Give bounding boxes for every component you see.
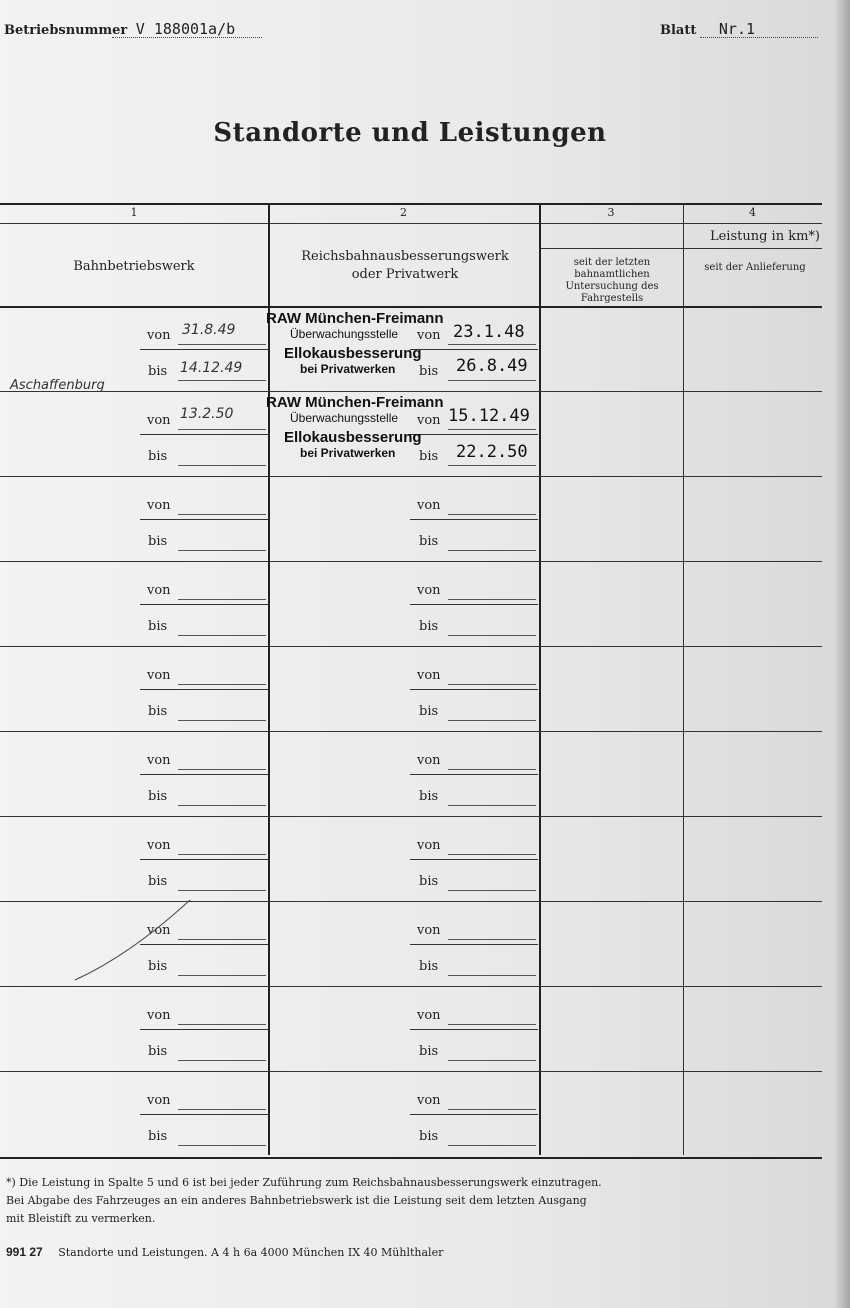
bis-label: bis	[419, 789, 439, 804]
von-bis-divider	[140, 434, 268, 435]
row1-bis-handwritten: 14.12.49	[180, 360, 243, 376]
von-label: von	[147, 328, 171, 343]
von-underline	[448, 854, 536, 855]
page-edge-shadow	[834, 0, 850, 1308]
von-bis-divider	[410, 774, 538, 775]
von-bis-divider	[410, 1114, 538, 1115]
von-label: von	[417, 838, 441, 853]
von-underline	[178, 599, 266, 600]
bis-label: bis	[148, 619, 168, 634]
von-underline	[448, 344, 536, 345]
von-bis-divider	[410, 859, 538, 860]
von-label: von	[147, 1093, 171, 1108]
von-bis-divider	[140, 859, 268, 860]
bw-name-handwritten: Aschaffenburg	[10, 378, 105, 393]
colnum-line	[0, 223, 822, 224]
col4-header: seit der Anlieferung	[704, 262, 806, 273]
betriebsnummer-value: V 188001a/b	[135, 20, 236, 38]
form-footer	[6, 1245, 443, 1259]
bis-label: bis	[419, 1129, 439, 1144]
bis-underline	[178, 465, 266, 466]
bis-underline	[448, 805, 536, 806]
col2-header: Reichsbahnausbesserungswerk oder Privatwerk	[301, 249, 509, 282]
von-label: von	[417, 1008, 441, 1023]
von-bis-divider	[410, 519, 538, 520]
von-label: von	[147, 498, 171, 513]
stamp1-ello: Ellokausbesserung	[284, 345, 422, 362]
row2-von-handwritten: 13.2.50	[180, 406, 234, 422]
colnum-4: 4	[749, 206, 756, 219]
von-underline	[178, 769, 266, 770]
von-label: von	[147, 838, 171, 853]
bis-underline	[448, 1145, 536, 1146]
stamp2-werk: RAW München-Freimann	[266, 394, 444, 411]
bis-label: bis	[148, 364, 168, 379]
von-underline	[448, 684, 536, 685]
bis-label: bis	[148, 449, 168, 464]
blatt-dotline	[700, 37, 818, 38]
stamp2-privat: bei Privatwerken	[300, 446, 396, 460]
table-top-line	[0, 203, 822, 205]
betriebsnummer-dotline	[112, 37, 262, 38]
bis-label: bis	[148, 704, 168, 719]
von-label: von	[147, 413, 171, 428]
stamp2-von-date: 15.12.49	[448, 406, 530, 426]
betriebsnummer-label: Betriebsnummer	[4, 23, 128, 38]
von-underline	[448, 939, 536, 940]
bis-label: bis	[419, 1044, 439, 1059]
bis-underline	[448, 720, 536, 721]
bis-underline	[448, 635, 536, 636]
pen-stroke	[70, 895, 200, 985]
von-label: von	[417, 1093, 441, 1108]
bis-underline	[178, 890, 266, 891]
blatt-value: Nr.1	[718, 20, 756, 38]
von-bis-divider	[410, 1029, 538, 1030]
stamp2-bis-date: 22.2.50	[456, 442, 528, 462]
stamp2-stelle: Überwachungsstelle	[290, 411, 399, 425]
bis-underline	[448, 890, 536, 891]
bis-underline	[178, 550, 266, 551]
colnum-1: 1	[130, 206, 138, 219]
bis-label: bis	[419, 704, 439, 719]
von-underline	[178, 429, 266, 430]
colnum-2: 2	[400, 206, 407, 219]
bis-underline	[448, 380, 536, 381]
bis-underline	[178, 720, 266, 721]
bis-underline	[178, 1145, 266, 1146]
von-label: von	[417, 413, 441, 428]
row-separator	[0, 986, 822, 987]
von-underline	[448, 1109, 536, 1110]
von-bis-divider	[410, 689, 538, 690]
bis-label: bis	[419, 449, 439, 464]
row-separator	[0, 561, 822, 562]
col1-header: Bahnbetriebswerk	[73, 259, 195, 274]
stamp1-von-date: 23.1.48	[453, 322, 525, 342]
row-separator	[0, 476, 822, 477]
von-bis-divider	[140, 689, 268, 690]
von-underline	[448, 769, 536, 770]
page-title: Standorte und Leistungen	[213, 118, 607, 148]
bis-underline	[448, 465, 536, 466]
row-separator	[0, 731, 822, 732]
colnum-3: 3	[607, 206, 615, 219]
bis-label: bis	[148, 789, 168, 804]
stamp1-privat: bei Privatwerken	[300, 362, 396, 376]
von-bis-divider	[140, 1029, 268, 1030]
von-underline	[178, 1109, 266, 1110]
col3-header: seit der letzten bahnamtlichen Untersuchung des Fahrgestells	[565, 257, 659, 304]
bis-label: bis	[419, 619, 439, 634]
von-underline	[178, 514, 266, 515]
row-separator	[0, 646, 822, 647]
betriebsnummer-field	[4, 20, 235, 38]
col-divider-3b	[683, 248, 684, 1155]
von-label: von	[417, 328, 441, 343]
von-bis-divider	[140, 1114, 268, 1115]
row-separator	[0, 1071, 822, 1072]
row-separator	[0, 391, 822, 392]
leistung-header: Leistung in km*)	[709, 229, 820, 244]
von-underline	[178, 684, 266, 685]
von-underline	[448, 429, 536, 430]
von-underline	[178, 344, 266, 345]
von-label: von	[417, 498, 441, 513]
bis-label: bis	[148, 1044, 168, 1059]
stamp2-ello: Ellokausbesserung	[284, 429, 422, 446]
raw-stamp-2	[266, 394, 444, 460]
von-underline	[448, 514, 536, 515]
bis-underline	[448, 550, 536, 551]
von-label: von	[417, 583, 441, 598]
von-label: von	[147, 753, 171, 768]
bis-label: bis	[419, 534, 439, 549]
bis-label: bis	[148, 959, 168, 974]
von-bis-divider	[140, 774, 268, 775]
von-label: von	[147, 1008, 171, 1023]
raw-stamp-1	[266, 310, 444, 376]
bis-underline	[178, 635, 266, 636]
von-label: von	[147, 668, 171, 683]
stamp1-bis-date: 26.8.49	[456, 356, 528, 376]
von-bis-divider	[410, 944, 538, 945]
von-label: von	[417, 668, 441, 683]
bis-label: bis	[148, 1129, 168, 1144]
von-underline	[448, 1024, 536, 1025]
leistung-line	[540, 248, 822, 249]
von-label: von	[417, 923, 441, 938]
bis-underline	[178, 1060, 266, 1061]
stamp1-werk: RAW München-Freimann	[266, 310, 444, 327]
table-bottom-line	[0, 1157, 822, 1159]
bis-underline	[178, 805, 266, 806]
von-label: von	[147, 923, 171, 938]
bis-label: bis	[419, 364, 439, 379]
row-separator	[0, 816, 822, 817]
bis-underline	[448, 975, 536, 976]
stamp1-stelle: Überwachungsstelle	[290, 327, 399, 341]
bis-label: bis	[419, 959, 439, 974]
von-bis-divider	[140, 604, 268, 605]
bis-label: bis	[419, 874, 439, 889]
von-bis-divider	[140, 519, 268, 520]
footer-text: Standorte und Leistungen. A 4 h 6a 4000 München IX 40 Mühlthaler	[58, 1246, 444, 1259]
col-divider-2	[539, 203, 541, 1155]
von-underline	[178, 854, 266, 855]
bis-underline	[448, 1060, 536, 1061]
row1-von-handwritten: 31.8.49	[182, 322, 236, 338]
von-label: von	[147, 583, 171, 598]
blatt-label: Blatt	[660, 23, 697, 38]
bis-underline	[178, 380, 266, 381]
von-label: von	[417, 753, 441, 768]
von-underline	[448, 599, 536, 600]
von-bis-divider	[140, 349, 268, 350]
von-bis-divider	[410, 604, 538, 605]
bis-label: bis	[148, 874, 168, 889]
blatt-field	[660, 20, 755, 38]
von-underline	[178, 1024, 266, 1025]
form-number: 991 27	[6, 1245, 43, 1259]
bis-label: bis	[148, 534, 168, 549]
footnote: *) Die Leistung in Spalte 5 und 6 ist bei jeder Zuführung zum Reichsbahnausbesserungswerk einzutragen. Bei Abgabe des Fahrzeuges an ein anderes Bahnbetriebswerk ist die Leistung seit dem letzten Ausgang mit Bleistift zu vermerken.	[6, 1176, 602, 1225]
header-bottom-line	[0, 306, 822, 308]
